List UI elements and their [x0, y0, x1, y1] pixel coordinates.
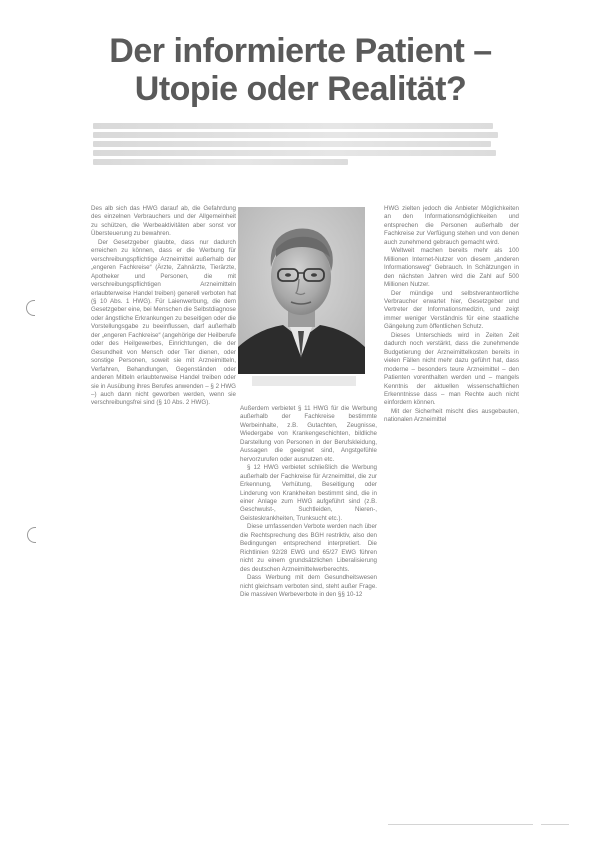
photo-caption-box	[252, 376, 356, 386]
paragraph: Der mündige und selbstverantwortliche Verbraucher erwartet hier, Gesetzgeber und Vertreter der Informationsmedizin, und zeigt immer weniger Verständnis für eine staatliche Gängelung zum öffentlichen Schutz.	[384, 289, 519, 331]
paragraph: HWG zielten jedoch die Anbieter Möglichkeiten an den Informationsmöglichkeiten und entsprechen die Personen außerhalb der Fachkreise zur Verfügung stehen und von denen auch zunehmend gebrauch gemacht wird.	[384, 205, 519, 246]
title-line-1: Der informierte Patient –	[109, 32, 492, 70]
article-title	[0, 32, 601, 108]
title-line-2: Utopie oder Realität?	[134, 70, 467, 108]
article-column-3	[384, 205, 519, 600]
punch-hole-mark	[27, 527, 36, 543]
paragraph: § 12 HWG verbietet schließlich die Werbung außerhalb der Fachkreise für Arzneimittel, die zur Erkennung, Verhütung, Beseitigung oder Linderung von Krankheiten bestimmt sind, die in einer Anlage zum HWG aufgeführt sind (z.B. Geschwulst-, Suchtleiden, Nieren-, Geisteskrankheiten, Trunksucht etc.).	[240, 464, 377, 522]
faded-source-stamp	[388, 818, 578, 827]
paragraph: Diese umfassenden Verbote werden nach über die Rechtsprechung des BGH restriktiv, also den Bedingungen entsprechend interpretiert. Die Richtlinien 92/28 EWG und 65/27 EWG führen nicht zu einem grundsätzlichen Liberalisierung des deutschen Arzneimittelwerberechts.	[240, 523, 377, 573]
paragraph: Dass Werbung mit dem Gesundheitswesen nicht gleichsam verboten sind, steht außer Frage. Die massiven Werbeverbote in den §§ 10-12	[240, 574, 377, 598]
paragraph: Außerdem verbietet § 11 HWG für die Werbung außerhalb der Fachkreise bestimmte Werbeinhalte, z.B. Gutachten, Zeugnisse, Wiedergabe von Krankengeschichten, bildliche Darstellung von Personen in der Berufskleidung, Aussagen die geeignet sind, Angstgefühle hervorzurufen oder ausnutzen etc.	[240, 405, 377, 463]
author-portrait	[238, 207, 365, 374]
paragraph: Der Gesetzgeber glaubte, dass nur dadurch erreichen zu können, dass er die Werbung für verschreibungspflichtige Arzneimittel außerhalb der „engeren Fachkreise“ (Ärzte, Zahnärzte, Tierärzte, Apotheker und Personen, die mit verschreibungspflichtigen Arzneimitteln erlaubterweise Handel treiben) generell verboten hat (§ 10 Abs. 1 HWG). Für Laienwerbung, die dem Gesetzgeber eine, bei Menschen die Selbstdiagnose oder ängstliche Erkrankungen zu beseitigen oder die Vorstellungsgabe zu beeinflussen, darf außerhalb der „engeren Fachkreise“ (angehörige der Heilberufe oder des Heilgewerbes, Einrichtungen, die der Gesundheit von Mensch oder Tier dienen, oder sonstige Personen, soweit sie mit Arzneimitteln, Verfahren, Behandlungen, Gegenständen oder anderen Mitteln erlaubterweise Handel treiben oder sie in Ausübung ihres Berufes anwenden – § 2 HWG –) auch dann nicht geworben werden, wenn sie verschreibungsfrei sind (§ 10 Abs. 2 HWG).	[91, 238, 236, 407]
punch-hole-mark	[26, 300, 35, 316]
paragraph: Weltweit machen bereits mehr als 100 Millionen Internet-Nutzer von diesem „anderen Informationsweg“ Gebrauch. In Schätzungen in den nächsten Jahren wird die Zahl auf 500 Millionen Nutzer.	[384, 247, 519, 289]
article-column-1	[91, 205, 236, 643]
paragraph: Des alb sich das HWG darauf ab, die Gefahrdung des einzelnen Verbrauchers und der Allgemeinheit zu schützen, die Werbeaktivitäten aber sonst vor Übersteuerung zu bewahren.	[91, 205, 236, 238]
paragraph: Mit der Sicherheit mischt dies ausgebauten, nationalen Arzneimittel	[384, 407, 519, 424]
article-column-2	[240, 405, 377, 840]
portrait-image	[238, 207, 365, 374]
faded-lead-paragraph	[93, 120, 503, 176]
paragraph: Dieses Unterschieds wird in Zeiten Zeit dadurch noch verstärkt, dass die zunehmende Budgetierung der Arzneimittelkosten bereits in vielen Fällen nicht mehr dazu geführt hat, dass moderne – besonders teure Arzneimittel – den Patienten vorenthalten werden und – mangels Kenntnis der aktuellen wissenschaftlichen Erkenntnisse dass – man Rechte auch nicht einfordern können.	[384, 331, 519, 407]
